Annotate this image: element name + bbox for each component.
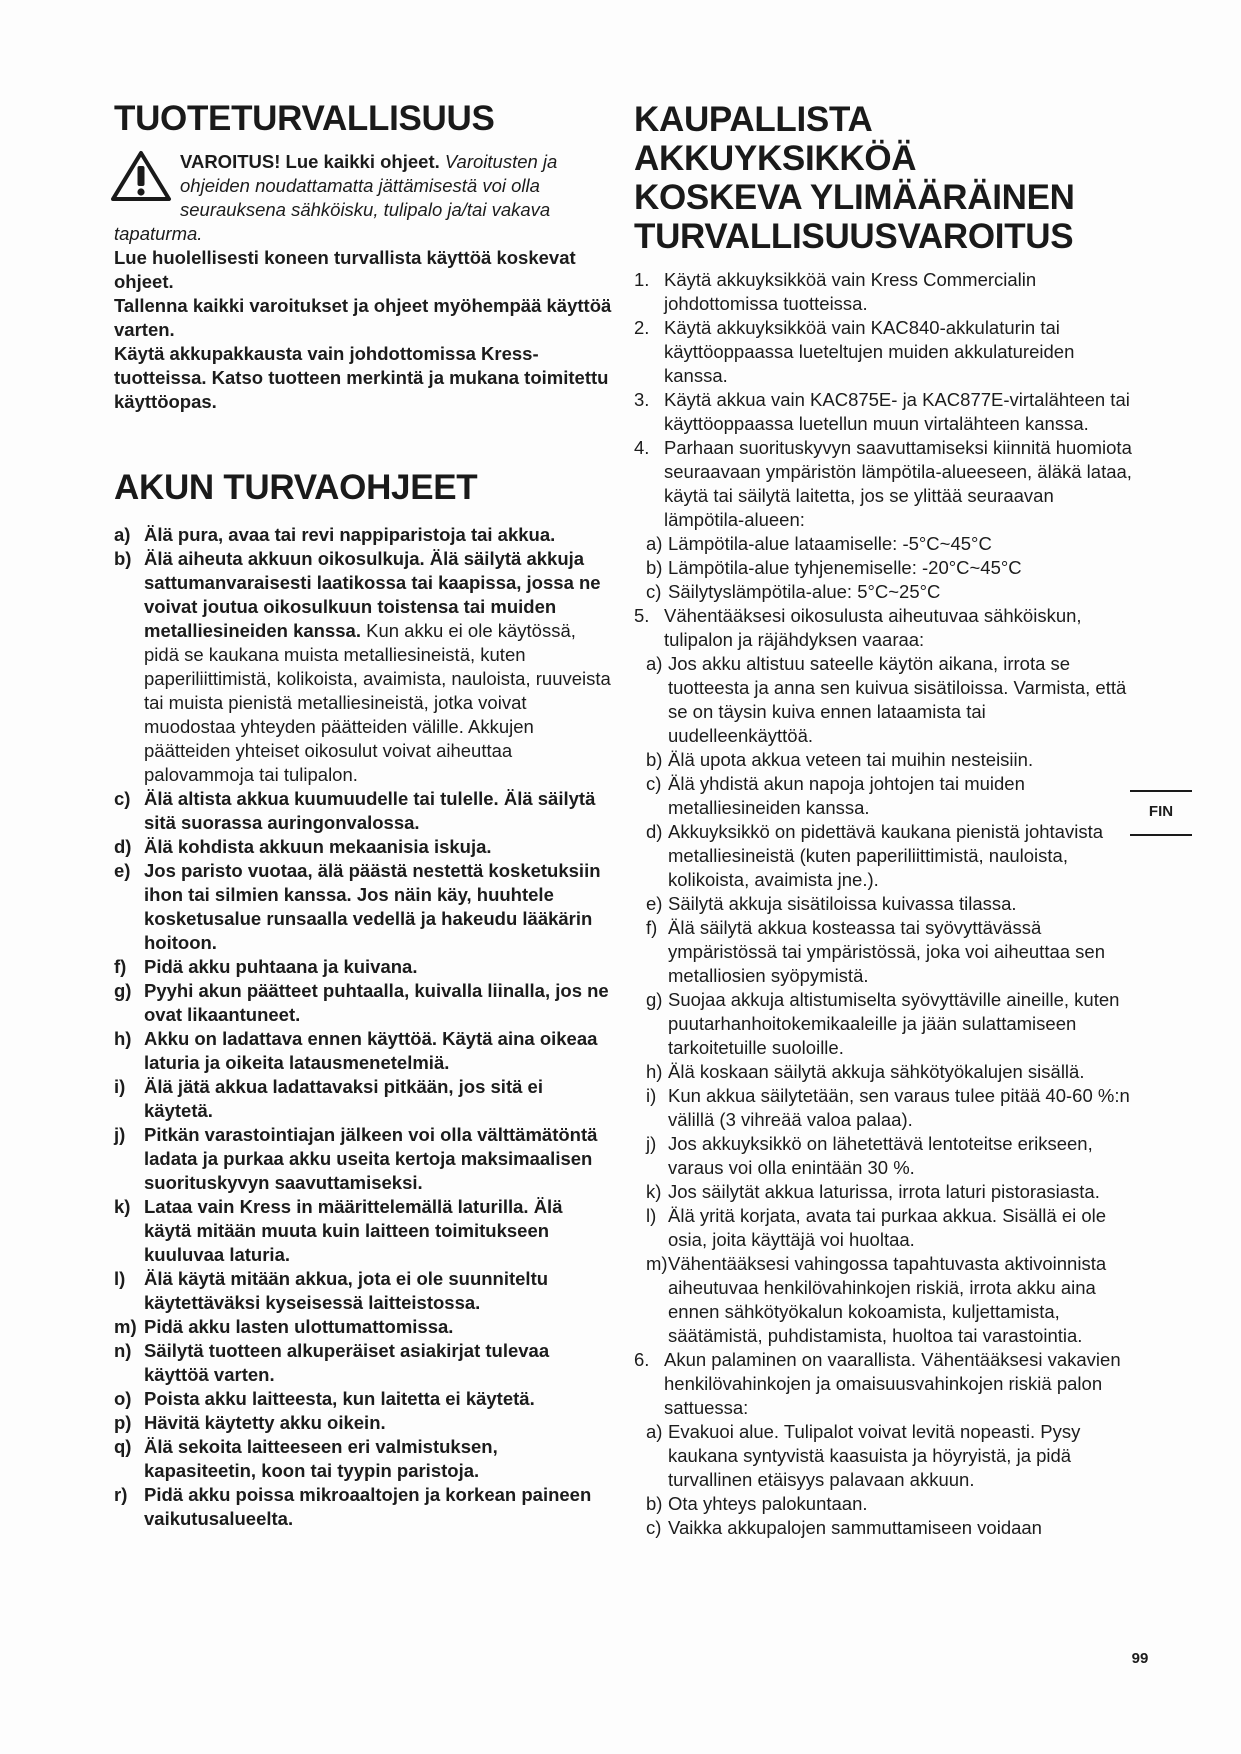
sub-item: d) Akkuyksikkö on pidettävä kaukana pienistä johtavista metalliesineistä (kuten paperiliittimistä, nauloista, kolikoista, avaimista jne.). xyxy=(646,821,1104,890)
list-item: i) Älä jätä akkua ladattavaksi pitkään, jos sitä ei käytetä. xyxy=(114,1076,543,1121)
list-item: q) Älä sekoita laitteeseen eri valmistuksen, kapasiteetin, koon tai tyypin paristoja. xyxy=(114,1436,498,1481)
right-column xyxy=(634,100,1134,1540)
tab-line-bottom xyxy=(1130,834,1192,836)
list-item: n) Säilytä tuotteen alkuperäiset asiakirjat tulevaa käyttöä varten. xyxy=(114,1340,550,1385)
list-item: f) Pidä akku puhtaana ja kuivana. xyxy=(114,956,418,977)
list-item: b) Älä aiheuta akkuun oikosulkuja. Älä säilytä akkuja sattumanvaraisesti laatikossa tai kaapissa, jossa ne voivat joutua oikosulkuun toistensa tai muiden metalliesineiden kanssa. Kun akku ei ole käytössä, pidä se kaukana muista metalliesineistä, kuten paperiliittimistä, kolikoista, avaimista, nauloista, ruuveista tai muista pienistä metalliesineistä, jotka voivat muodostaa yhteyden päätteiden välille. Akkujen päätteiden yhteiset oikosulut voivat aiheuttaa palovammoja tai tulipalon. xyxy=(114,548,611,785)
sub-item: m) Vähentääksesi vahingossa tapahtuvasta aktivoinnista aiheutuvaa henkilövahinkojen riskiä, irrota akku aina ennen sähkötyökalun kokoamista, kuljettamista, säätämistä, puhdistamista, huoltoa tai varastointia. xyxy=(646,1253,1107,1346)
list-item: k) Lataa vain Kress in määrittelemällä laturilla. Älä käytä mitään muuta kuin laitteen toimitukseen kuuluvaa laturia. xyxy=(114,1196,563,1265)
list-item: d) Älä kohdista akkuun mekaanisia iskuja. xyxy=(114,836,492,857)
tab-line-top xyxy=(1130,790,1192,792)
numbered-item: 3. Käytä akkua vain KAC875E- ja KAC877E-virtalähteen tai käyttöoppaassa luetellun muun virtalähteen kanssa. xyxy=(634,389,1130,434)
heading-product-safety: TUOTETURVALLISUUS xyxy=(114,99,495,138)
list-item: o) Poista akku laitteesta, kun laitetta ei käytetä. xyxy=(114,1388,535,1409)
list-item: p) Hävitä käytetty akku oikein. xyxy=(114,1412,386,1433)
numbered-item: 5. Vähentääksesi oikosulusta aiheutuvaa sähköiskun, tulipalon ja räjähdyksen vaaraa: xyxy=(634,605,1082,650)
language-label: FIN xyxy=(1148,803,1174,820)
sub-item: b) Ota yhteys palokuntaan. xyxy=(646,1493,868,1514)
warning-block xyxy=(114,150,614,246)
intro-para-3: Käytä akkupakkausta vain johdottomissa Kress-tuotteissa. Katso tuotteen merkintä ja mukana toimitettu käyttöopas. xyxy=(114,343,609,412)
warning-bold: VAROITUS! Lue kaikki ohjeet. xyxy=(180,151,440,172)
page-number: 99 xyxy=(1131,1650,1149,1667)
heading-commercial-battery-warning: KAUPALLISTA AKKUYKSIKKÖÄ KOSKEVA YLIMÄÄRÄINEN TURVALLISUUSVAROITUS xyxy=(634,100,1075,256)
sub-item: f) Älä säilytä akkua kosteassa tai syövyttävässä ympäristössä tai ympäristössä, joka voi aiheuttaa sen metalliosien syöpymistä. xyxy=(646,917,1106,986)
language-tab xyxy=(1130,790,1192,836)
numbered-item: 2. Käytä akkuyksikköä vain KAC840-akkulaturin tai käyttöoppaassa lueteltujen muiden akkulatureiden kanssa. xyxy=(634,317,1075,386)
sub-item: c) Vaikka akkupalojen sammuttamiseen voidaan xyxy=(646,1517,1042,1538)
warning-italic: Varoitusten ja ohjeiden noudattamatta jättämisestä voi olla seurauksena sähköisku, tulipalo ja/tai vakava tapaturma. xyxy=(114,151,558,244)
intro-para-2: Tallenna kaikki varoitukset ja ohjeet myöhempää käyttöä varten. xyxy=(114,295,612,340)
list-item: c) Älä altista akkua kuumuudelle tai tulelle. Älä säilytä sitä suorassa auringonvalossa. xyxy=(114,788,596,833)
sub-item: b) Lämpötila-alue tyhjenemiselle: -20°C~45°C xyxy=(646,557,1022,578)
sub-item: a) Lämpötila-alue lataamiselle: -5°C~45°C xyxy=(646,533,992,554)
sub-item: a) Evakuoi alue. Tulipalot voivat levitä nopeasti. Pysy kaukana syntyvistä kaasuista ja höyryistä, ja pidä turvallinen etäisyys palavaan akkuun. xyxy=(646,1421,1081,1490)
sub-item: g) Suojaa akkuja altistumiselta syövyttäville aineille, kuten puutarhanhoitokemikaaleille ja jään sulattamiseen tarkoitetuille suoloille. xyxy=(646,989,1120,1058)
sub-item: b) Älä upota akkua veteen tai muihin nesteisiin. xyxy=(646,749,1034,770)
sub-item: e) Säilytä akkuja sisätiloissa kuivassa tilassa. xyxy=(646,893,1017,914)
list-item: j) Pitkän varastointiajan jälkeen voi olla välttämätöntä ladata ja purkaa akku useita kertoja maksimaalisen suorituskyvyn saavuttamiseksi. xyxy=(114,1124,598,1193)
sub-item: l) Älä yritä korjata, avata tai purkaa akkua. Sisällä ei ole osia, joita käyttäjä voi huoltaa. xyxy=(646,1205,1107,1250)
heading-battery-safety: AKUN TURVAOHJEET xyxy=(114,468,478,507)
list-item: e) Jos paristo vuotaa, älä päästä nestettä kosketuksiin ihon tai silmien kanssa. Jos näin käy, huuhtele kosketusalue runsaalla vedellä ja hakeudu lääkärin hoitoon. xyxy=(114,860,601,953)
sub-item: j) Jos akkuyksikkö on lähetettävä lentoteitse erikseen, varaus voi olla enintään 30 %. xyxy=(646,1133,1093,1178)
list-item: l) Älä käytä mitään akkua, jota ei ole suunniteltu käytettäväksi kyseisessä laitteistossa. xyxy=(114,1268,549,1313)
battery-safety-list xyxy=(114,523,614,1531)
left-column xyxy=(114,100,614,1531)
list-item: r) Pidä akku poissa mikroaaltojen ja korkean paineen vaikutusalueelta. xyxy=(114,1484,592,1529)
sub-item: c) Säilytyslämpötila-alue: 5°C~25°C xyxy=(646,581,941,602)
sub-item: h) Älä koskaan säilytä akkuja sähkötyökalujen sisällä. xyxy=(646,1061,1085,1082)
warning-triangle-icon xyxy=(110,150,172,202)
sub-item: i) Kun akkua säilytetään, sen varaus tulee pitää 40-60 %:n välillä (3 vihreää valoa palaa). xyxy=(646,1085,1130,1130)
numbered-item: 4. Parhaan suorituskyvyn saavuttamiseksi kiinnitä huomiota seuraavaan ympäristön lämpötila-alueeseen, äläkä lataa, käytä tai säilytä laitetta, jos se ylittää seuraavan lämpötila-alueen: xyxy=(634,437,1132,530)
sub-item: k) Jos säilytät akkua laturissa, irrota laturi pistorasiasta. xyxy=(646,1181,1100,1202)
list-item: g) Pyyhi akun päätteet puhtaalla, kuivalla liinalla, jos ne ovat likaantuneet. xyxy=(114,980,609,1025)
sub-item: a) Jos akku altistuu sateelle käytön aikana, irrota se tuotteesta ja anna sen kuivua sisätiloissa. Varmista, että se on täysin kuiva ennen lataamista tai uudelleenkäyttöä. xyxy=(646,653,1127,746)
numbered-item: 6. Akun palaminen on vaarallista. Vähentääksesi vakavien henkilövahinkojen ja omaisuusvahinkojen riskiä palon sattuessa: xyxy=(634,1349,1121,1418)
numbered-item: 1. Käytä akkuyksikköä vain Kress Commercialin johdottomissa tuotteissa. xyxy=(634,269,1037,314)
list-item: a) Älä pura, avaa tai revi nappiparistoja tai akkua. xyxy=(114,524,556,545)
commercial-warning-list xyxy=(634,268,1134,1540)
intro-para-1: Lue huolellisesti koneen turvallista käyttöä koskevat ohjeet. xyxy=(114,247,576,292)
sub-item: c) Älä yhdistä akun napoja johtojen tai muiden metalliesineiden kanssa. xyxy=(646,773,1025,818)
list-item: h) Akku on ladattava ennen käyttöä. Käytä aina oikeaa laturia ja oikeita latausmenetelmiä. xyxy=(114,1028,598,1073)
list-item: m) Pidä akku lasten ulottumattomissa. xyxy=(114,1316,454,1337)
